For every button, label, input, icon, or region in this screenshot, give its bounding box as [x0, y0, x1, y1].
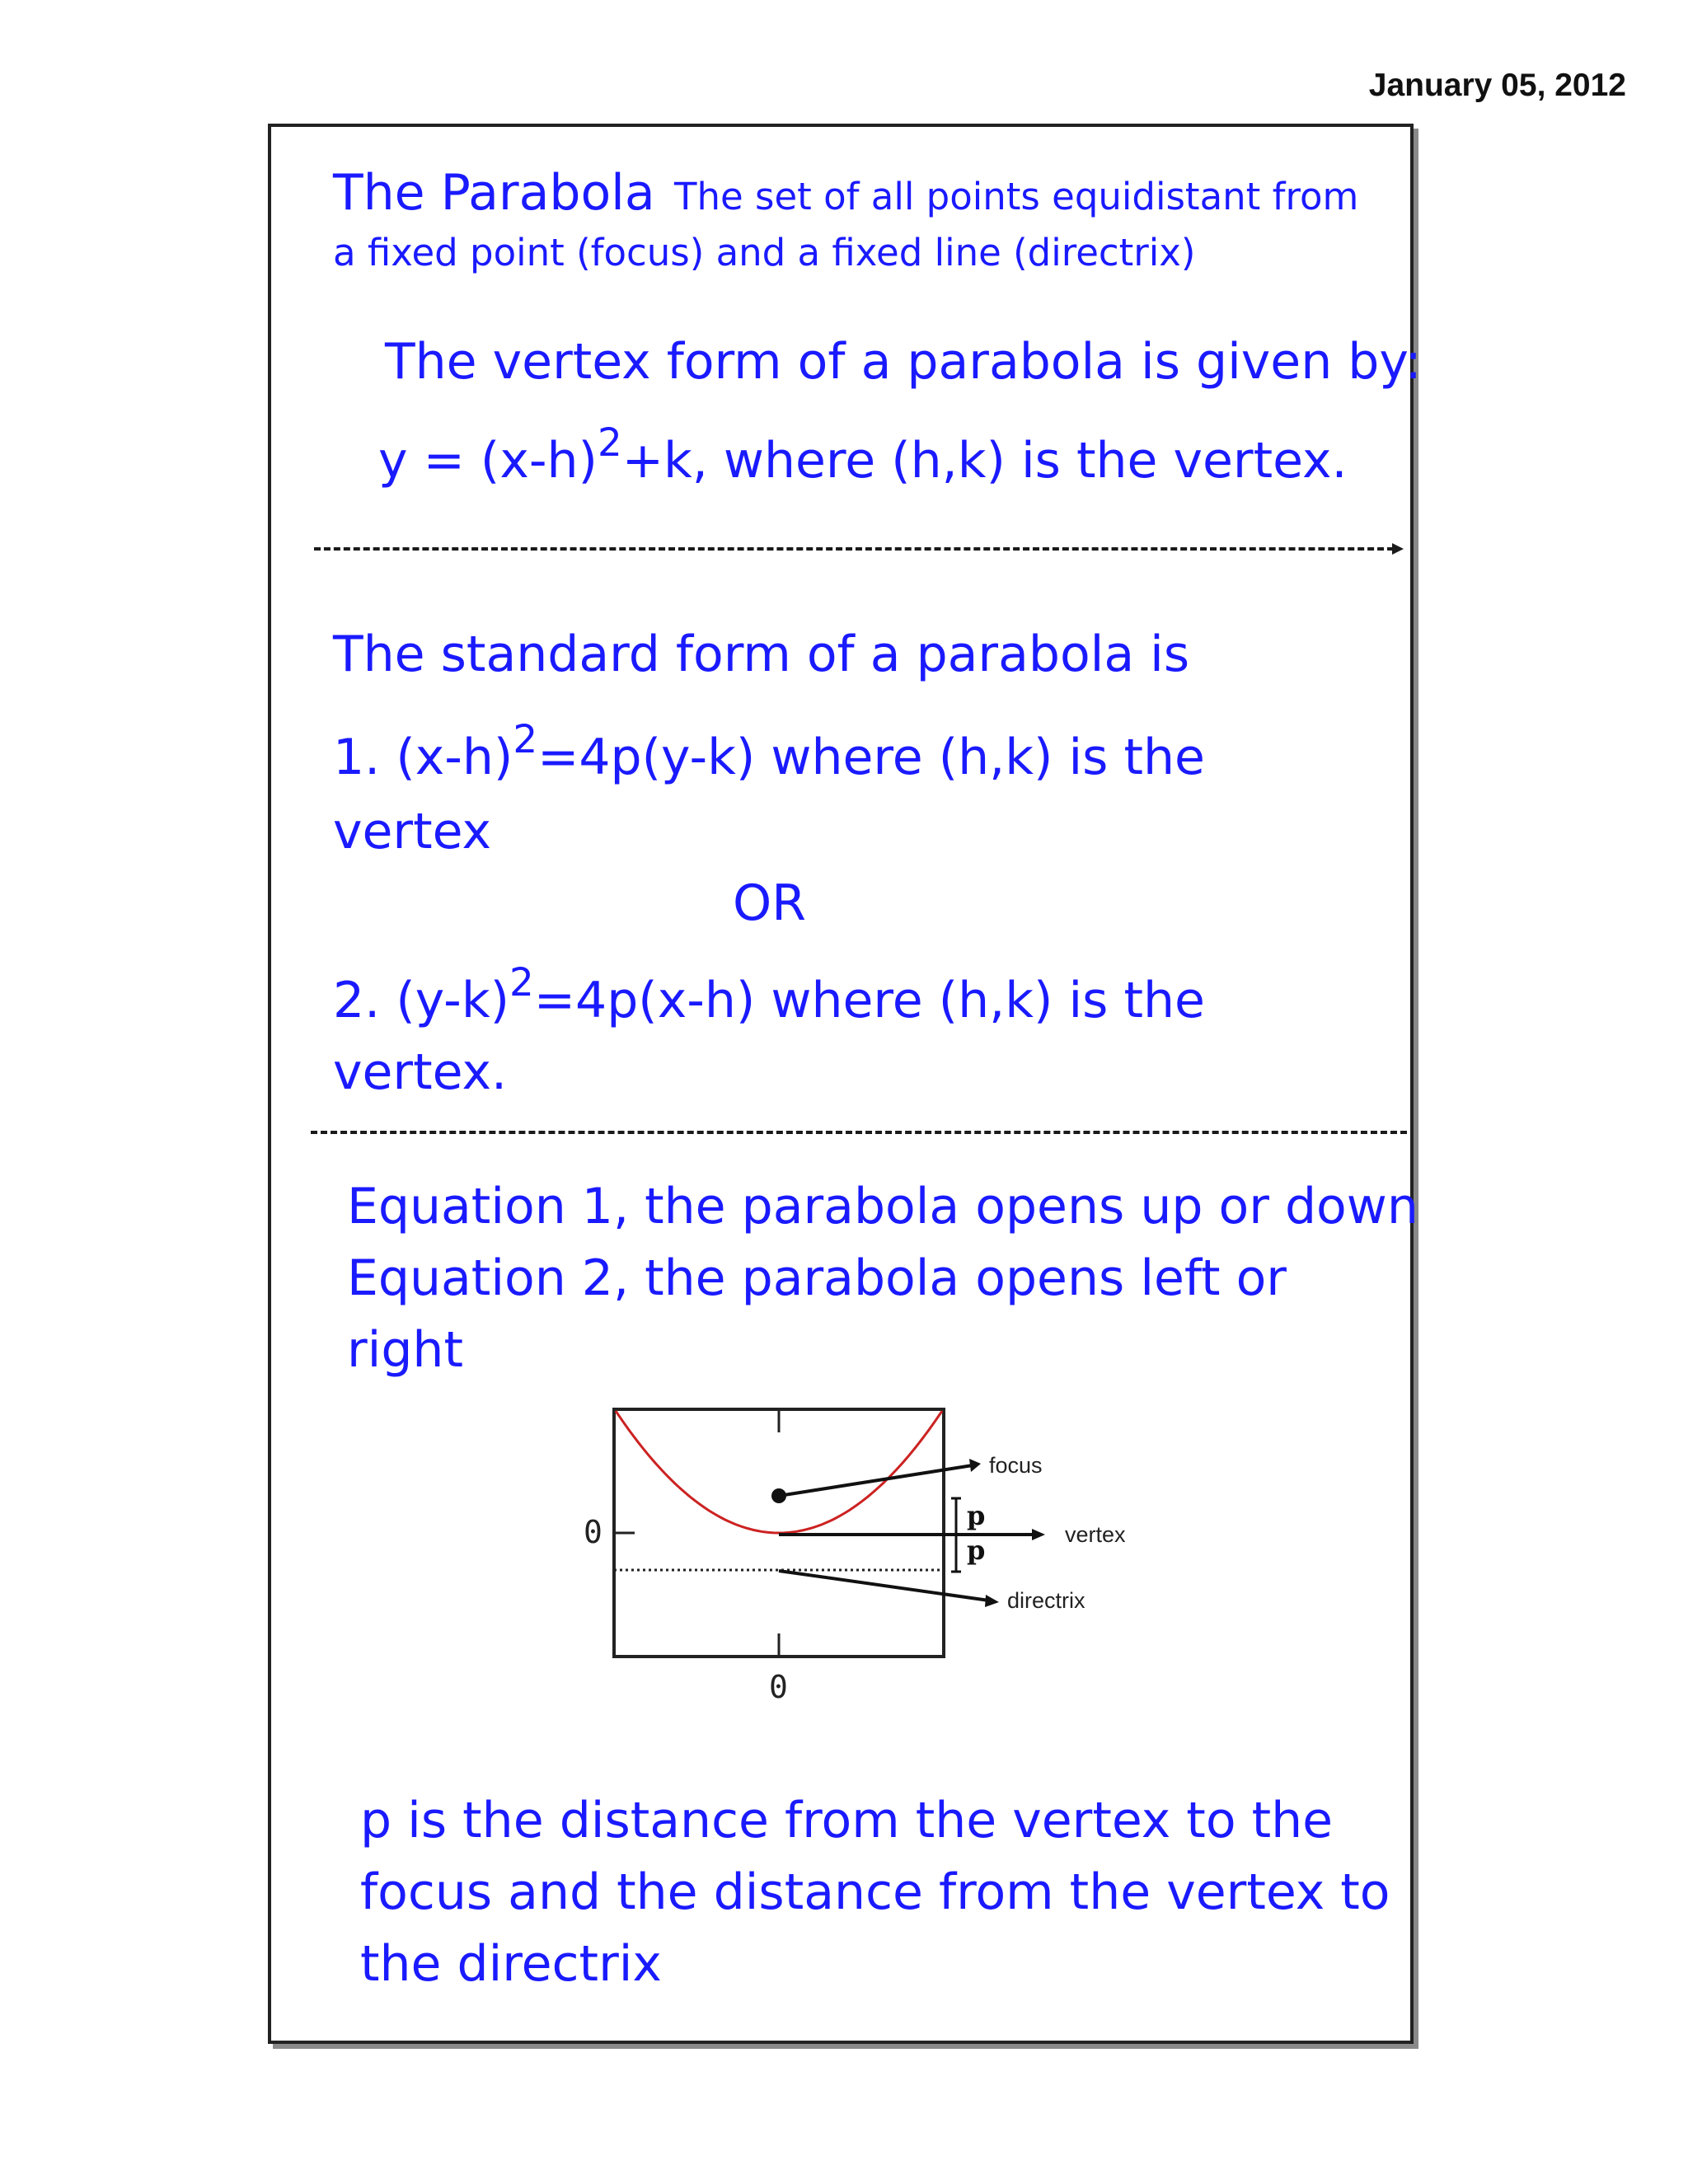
or-separator: OR — [733, 874, 806, 932]
vertex-form-eq-exponent: 2 — [597, 421, 622, 466]
page-title: The Parabola — [333, 164, 655, 222]
eq2-rest: =4p(x-h) where (h,k) is the — [533, 972, 1205, 1029]
standard-form-eq1 — [333, 718, 1205, 786]
p-explanation-line-3: the directrix — [360, 1935, 662, 1993]
vertex-arrowhead — [1032, 1529, 1045, 1540]
separator-1-arrowhead — [1392, 543, 1404, 555]
separator-1 — [314, 547, 1394, 551]
opens-line-1: Equation 1, the parabola opens up or down — [347, 1178, 1418, 1235]
p-label-bottom: p — [967, 1535, 986, 1566]
standard-form-eq1-cont: vertex — [333, 803, 491, 860]
directrix-arrow — [779, 1571, 989, 1601]
vertex-form-equation — [378, 421, 1348, 490]
eq1-exponent: 2 — [513, 718, 538, 763]
focus-arrowhead — [969, 1459, 981, 1472]
vertex-form-eq-rest: +k, where (h,k) is the vertex. — [621, 432, 1348, 490]
directrix-arrowhead — [985, 1595, 999, 1607]
x-axis-zero-label: 0 — [769, 1669, 788, 1705]
standard-form-eq2-cont: vertex. — [333, 1043, 508, 1101]
parabola-diagram — [569, 1401, 1162, 1731]
p-explanation-line-2: focus and the distance from the vertex to — [360, 1863, 1390, 1921]
opens-line-2: Equation 2, the parabola opens left or — [347, 1249, 1287, 1307]
eq1-rest: =4p(y-k) where (h,k) is the — [537, 729, 1205, 786]
standard-form-eq2 — [333, 961, 1205, 1029]
definition-line-1: The set of all points equidistant from — [674, 175, 1359, 218]
eq2-base: 2. (y-k) — [333, 972, 509, 1029]
vertex-label: vertex — [1065, 1522, 1126, 1547]
y-axis-zero-label: 0 — [584, 1514, 603, 1550]
standard-form-intro: The standard form of a parabola is — [333, 626, 1190, 683]
vertex-form-eq-base: y = (x-h) — [378, 432, 598, 490]
directrix-label: directrix — [1007, 1588, 1085, 1613]
definition-line-2: a fixed point (focus) and a fixed line (directrix) — [333, 231, 1196, 274]
opens-line-3: right — [347, 1321, 463, 1379]
note-card — [268, 124, 1422, 2044]
p-explanation-line-1: p is the distance from the vertex to the — [360, 1792, 1334, 1849]
eq2-exponent: 2 — [509, 961, 534, 1006]
p-label-top: p — [967, 1500, 986, 1531]
separator-2 — [311, 1131, 1407, 1134]
eq1-base: 1. (x-h) — [333, 729, 513, 786]
page-date: January 05, 2012 — [1368, 68, 1626, 103]
focus-label: focus — [989, 1453, 1043, 1478]
vertex-form-intro: The vertex form of a parabola is given by: — [385, 333, 1422, 391]
